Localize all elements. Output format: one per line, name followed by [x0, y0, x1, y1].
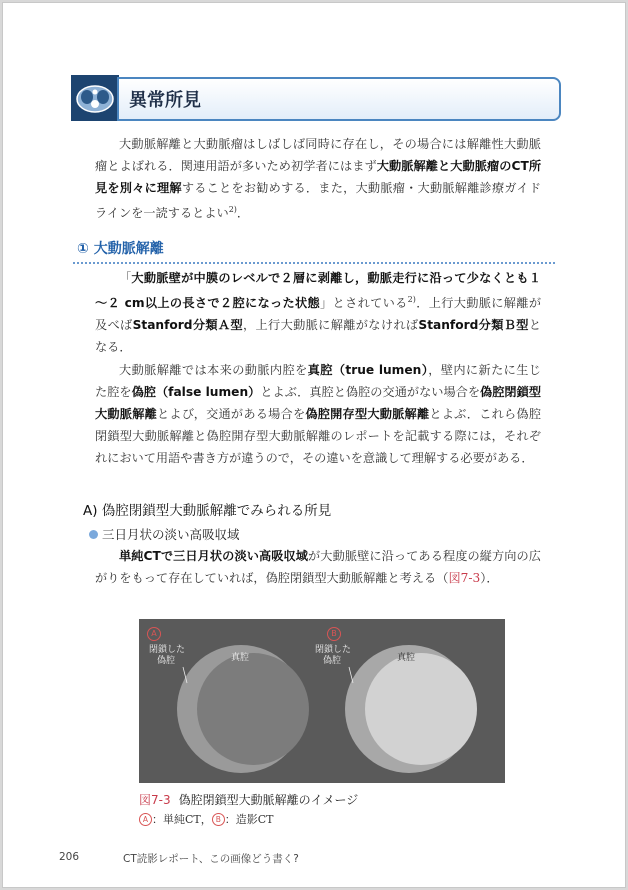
panel-a-false-lumen-label — [149, 645, 185, 667]
leader-line-b — [349, 667, 353, 683]
intro-text: 大動脈解離と大動脈瘤はしばしば同時に存在し，その場合には解離性大動脈瘤とよばれる．関連用語が多いため初学者にはまず — [95, 137, 541, 173]
lumen-text-5: とよぶ．これら偽腔閉鎖型大動脈解離と偽腔開存型大動脈解離のレポートを記載する際には，それぞれにおいて用語や書き方が違うので，その違いを意識して理解する必要がある． — [95, 407, 542, 465]
caption-sub-b: ：造影CT — [224, 813, 274, 826]
false-lumen-term: 偽腔（false lumen） — [131, 385, 261, 399]
label-line: 偽腔 — [157, 656, 176, 666]
label-line: 偽腔 — [323, 656, 342, 666]
section-title: 異常所見 — [129, 90, 201, 111]
figure-7-3 — [139, 619, 505, 783]
figure-illustration — [139, 619, 505, 783]
true-lumen-term: 真腔（true lumen） — [307, 363, 429, 377]
subsection-title: ① 大動脈解離 — [77, 241, 164, 257]
crescent-end: ）． — [480, 571, 499, 585]
figure-caption — [139, 791, 358, 808]
patent-type-term: 偽腔開存型大動脈解離 — [305, 407, 430, 421]
panel-b-false-lumen-label — [315, 645, 351, 667]
crescent-text: が大動脈壁に沿ってある程度の縦方向の広がりをもって存在していれば，偽腔閉鎖型大動脈解離と考える（ — [95, 549, 541, 585]
label-line: 閉鎖した — [149, 645, 186, 655]
intro-end: ． — [236, 206, 250, 221]
definition-text: 「 — [119, 271, 132, 285]
caption-subtext — [139, 811, 274, 827]
bullet-dot-icon — [89, 530, 98, 539]
page-number: 206 — [59, 851, 80, 863]
page — [2, 2, 626, 888]
lumen-text-2: ，壁内に新たに生じた腔を — [95, 363, 541, 399]
lumen-text: 大動脈解離では本来の動脈内腔を — [119, 363, 308, 377]
intro-text-2: することをお勧めする．また，大動脈瘤・大動脈解離診療ガイドラインを一読するとよい — [95, 181, 542, 221]
panel-b-true-lumen-label: 真腔 — [397, 653, 416, 663]
definition-end: となる． — [95, 318, 541, 355]
crescent-paragraph — [95, 545, 541, 589]
caption-text: 偽腔閉鎖型大動脈解離のイメージ — [178, 793, 359, 807]
subsection-heading — [73, 238, 555, 264]
bullet-label: 三日月状の淡い高吸収域 — [102, 527, 240, 542]
subheading-a: A) 偽腔閉鎖型大動脈解離でみられる所見 — [83, 503, 332, 519]
stanford-b: Stanford分類Ｂ型 — [418, 318, 529, 333]
crescent-emphasis: 単純CTで三日月状の淡い高吸収域 — [119, 549, 309, 563]
label-line: 閉鎖した — [315, 645, 352, 655]
definition-emphasis: 大動脈壁が中膜のレベルで２層に剥離し，動脈走行に沿って少なくとも１～２ cm以上の長さで２腔になった状態 — [95, 271, 542, 311]
caption-marker-b: B — [212, 813, 225, 826]
stanford-a: Stanford分類Ａ型 — [132, 318, 243, 333]
caption-marker-a: A — [139, 813, 152, 826]
caption-sub-a: ：単純CT， — [152, 813, 212, 826]
citation: 2) — [407, 295, 416, 304]
lumen-paragraph — [95, 359, 541, 469]
definition-text-2: 」とされている — [320, 296, 408, 311]
ct-cross-section-icon — [71, 75, 119, 121]
citation: 2) — [228, 205, 237, 214]
definition-text-3: ．上行大動脈に解離が及べば — [95, 296, 542, 333]
true-lumen-b — [365, 653, 477, 765]
lumen-text-3: とよぶ．真腔と偽腔の交通がない場合を — [260, 385, 481, 399]
section-title-box — [117, 77, 561, 121]
intro-paragraph — [95, 133, 541, 224]
true-lumen-a — [197, 653, 309, 765]
running-footer-title: CT読影レポート、この画像どう書く? — [123, 853, 299, 865]
definition-text-4: ，上行大動脈に解離がなければ — [242, 318, 419, 333]
intro-emphasis: 大動脈解離と大動脈瘤のCT所見を別々に理解 — [95, 159, 542, 195]
caption-number: 図7-3 — [139, 793, 171, 807]
panel-b-marker: B — [327, 627, 341, 641]
lumen-text-4: とよび，交通がある場合を — [157, 407, 306, 421]
section-heading — [71, 75, 557, 121]
definition-paragraph — [95, 267, 541, 358]
panel-a-true-lumen-label: 真腔 — [231, 653, 250, 663]
figure-reference-link[interactable]: 図7-3 — [448, 571, 481, 585]
closed-type-term: 偽腔閉鎖型大動脈解離 — [95, 385, 542, 421]
panel-a-marker: A — [147, 627, 161, 641]
bullet-item — [89, 525, 240, 543]
